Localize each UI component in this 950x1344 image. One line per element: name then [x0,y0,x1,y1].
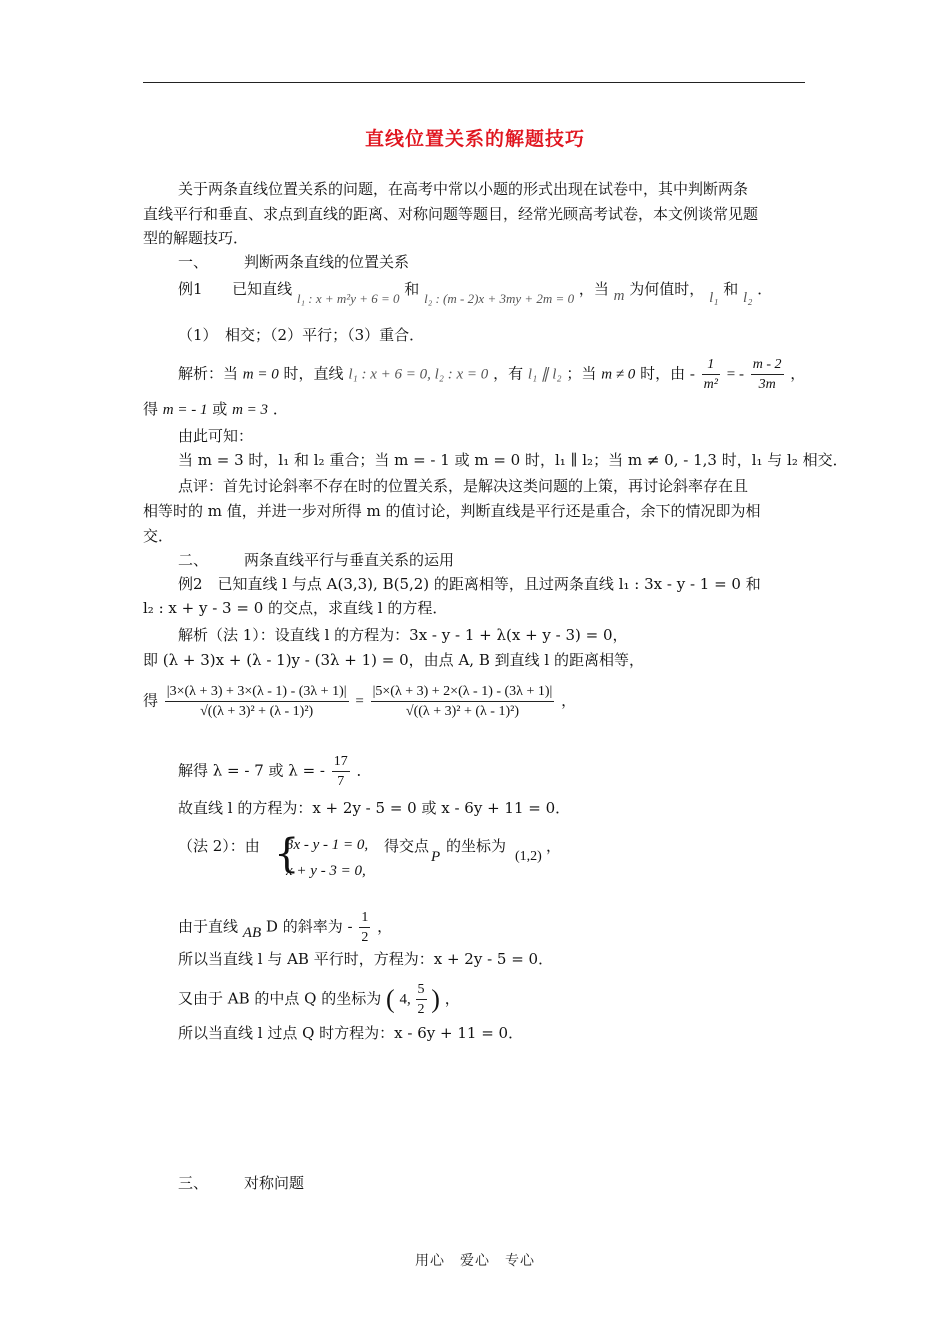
comment-line-2: 相等时的 m 值，并进一步对所得 m 的值讨论，判断直线是平行还是重合，余下的情况即为相 [143,502,761,520]
right-denominator: √((λ + 3)² + (λ - 1)²) [405,704,519,719]
example-1-text-b: 和 [404,280,420,298]
method-2-comma: ， [546,837,562,855]
solution-1-answer-a: m = - 1 [162,402,208,418]
distance-equals: = [355,693,364,710]
solution-1-equals: = - [726,366,744,383]
solution-1-text-d: ；当 [566,364,597,383]
solution-1-minus: - [689,366,695,383]
section-1-number: 一、 [178,253,209,271]
comment-line-1: 点评：首先讨论斜率不存在时的位置关系，是解决这类问题的上策，再讨论斜率存在且 [178,477,749,495]
fraction-2-denominator: 3m [758,377,776,392]
solution-1-line [178,355,805,394]
solution-1-period: ． [272,400,288,418]
solution-2-line-2: 即 (λ + 3)x + (λ - 1)y - (3λ + 1) = 0，由点 A, B 到直线 l 的距离相等， [143,651,644,669]
solve-lambda-text: 解得 λ = - 7 或 λ = - [178,761,325,780]
known-line: 由此可知： [178,427,254,445]
midpoint-denominator: 2 [417,1002,425,1017]
midpoint-numerator: 5 [416,980,427,1000]
midpoint-fraction [416,980,427,1019]
distance-equation [143,682,576,721]
slope-fraction [359,908,370,947]
intro-line-2: 直线平行和垂直、求点到直线的距离、对称问题等题目，经常光顾高考试卷，本文例谈常见题 [143,205,759,223]
slope-text-b: D 的斜率为 - [265,917,353,936]
solution-1-parallel: l₁ ∥ l₂ [527,366,562,383]
slope-denominator: 2 [361,930,369,945]
slope-line [178,908,392,947]
midpoint-line [178,980,460,1019]
left-numerator: |3×(λ + 3) + 3×(λ - 1) - (3λ + 1)| [165,682,349,702]
lambda-numerator: 17 [332,752,350,772]
slope-comma: ， [377,917,393,936]
example-1-l1: l₁ [709,290,719,306]
method-2-coordinate-text: 的坐标为 [446,837,507,855]
distance-fraction-left [165,682,349,721]
slope-numerator: 1 [359,908,370,928]
midpoint-x: 4, [399,991,411,1008]
point-p: P [431,849,441,865]
summary-line: 当 m = 3 时，l₁ 和 l₂ 重合；当 m = - 1 或 m = 0 时，l₁ ∥ l₂；当 m ≠ 0, - 1,3 时，l₁ 与 l₂ 相交． [178,451,848,469]
lambda-denominator: 7 [337,774,345,789]
midpoint-left-paren: ( [386,984,395,1014]
distance-get: 得 [143,691,159,710]
method-2-intro: （法 2）：由 [178,837,260,855]
comment-line-3: 交． [143,527,174,545]
slope-text-a: 由于直线 [178,917,239,936]
example-1-text-e: 和 [723,280,739,298]
solution-1-lines: l₁ : x + 6 = 0, l₂ : x = 0 [348,366,489,383]
example-1-text-f: ． [757,280,773,298]
example-2-line-1: 例2 已知直线 l 与点 A(3,3), B(5,2) 的距离相等，且过两条直线 l₁ : 3x - y - 1 = 0 和 [178,575,761,593]
solution-1-answer-b: m = 3 [232,402,269,418]
midpoint-text: 又由于 AB 的中点 Q 的坐标为 [178,989,382,1008]
parallel-line: 所以当直线 l 与 AB 平行时，方程为：x + 2y - 5 = 0． [178,950,554,968]
left-denominator: √((λ + 3)² + (λ - 1)²) [200,704,314,719]
example-1-m: m [613,288,625,304]
solution-1-m-nonzero: m ≠ 0 [601,366,636,383]
example-1-l2-equation: l₂ : (m - 2)x + 3my + 2m = 0 [424,291,575,306]
example-1-text-a: 已知直线 [232,280,293,298]
fraction-1-numerator: 1 [702,355,720,375]
distance-fraction-right [371,682,555,721]
fraction-2-numerator: m - 2 [751,355,784,375]
solution-1-m-zero: m = 0 [242,366,279,383]
solution-1-text-a: 解析：当 [178,364,239,383]
lambda-fraction [332,752,350,791]
example-1-parts: （1） 相交；（2）平行；（3）重合． [178,326,425,344]
result-line: 故直线 l 的方程为：x + 2y - 5 = 0 或 x - 6y + 11 = 0． [178,799,571,817]
midpoint-comma: ， [444,989,460,1008]
section-2-title: 两条直线平行与垂直关系的运用 [244,551,455,569]
midpoint-right-paren: ) [431,984,440,1014]
solution-1-comma: ， [790,364,806,383]
section-1-title: 判断两条直线的位置关系 [244,253,410,271]
section-3-title: 对称问题 [244,1174,305,1192]
example-1-text-d: 为何值时， [629,280,705,298]
solution-1-get: 得 [143,400,159,418]
through-q-line: 所以当直线 l 过点 Q 时方程为：x - 6y + 11 = 0． [178,1024,524,1042]
example-1-label: 例1 [178,280,203,298]
example-1-l2: l₂ [743,290,753,306]
solve-lambda-period: ． [356,761,372,780]
point-p-coordinate: (1,2) [515,849,542,864]
intro-line-3: 型的解题技巧． [143,229,249,247]
solution-1-or: 或 [212,400,228,418]
header-rule [143,82,805,83]
solution-1-text-c: ，有 [493,364,524,383]
intro-line-1: 关于两条直线位置关系的问题，在高考中常以小题的形式出现在试卷中，其中判断两条 [178,180,749,198]
solution-2-line-1: 解析（法 1）：设直线 l 的方程为：3x - y - 1 + λ(x + y - 3) = 0， [178,626,628,644]
solution-1-line-2 [143,400,288,419]
solution-1-fraction-1 [702,355,720,394]
right-numerator: |5×(λ + 3) + 2×(λ - 1) - (3λ + 1)| [371,682,555,702]
page-footer: 用心 爱心 专心 [415,1253,535,1269]
example-1-text-c: ，当 [578,280,609,298]
section-2-number: 二、 [178,551,209,569]
system-brace: { [274,831,300,877]
example-2-line-2: l₂ : x + y - 3 = 0 的交点，求直线 l 的方程． [143,599,448,617]
solution-1-text-b: 时，直线 [283,364,344,383]
system-equation-2: x + y - 3 = 0, [286,863,366,879]
solution-1-text-e: 时，由 [640,364,686,383]
example-1-l1-equation: l₁ : x + m²y + 6 = 0 [296,291,400,306]
solution-1-fraction-2 [751,355,784,394]
segment-ab: AB [242,924,262,941]
fraction-1-denominator: m² [703,377,718,392]
method-2-intersection-text: 得交点 [384,837,430,855]
system-equation-1: 3x - y - 1 = 0, [286,837,369,853]
distance-comma: ， [561,691,577,710]
example-1-line [178,280,773,306]
solve-lambda-line [178,752,372,791]
section-3-number: 三、 [178,1174,209,1192]
page-title: 直线位置关系的解题技巧 [364,128,585,150]
